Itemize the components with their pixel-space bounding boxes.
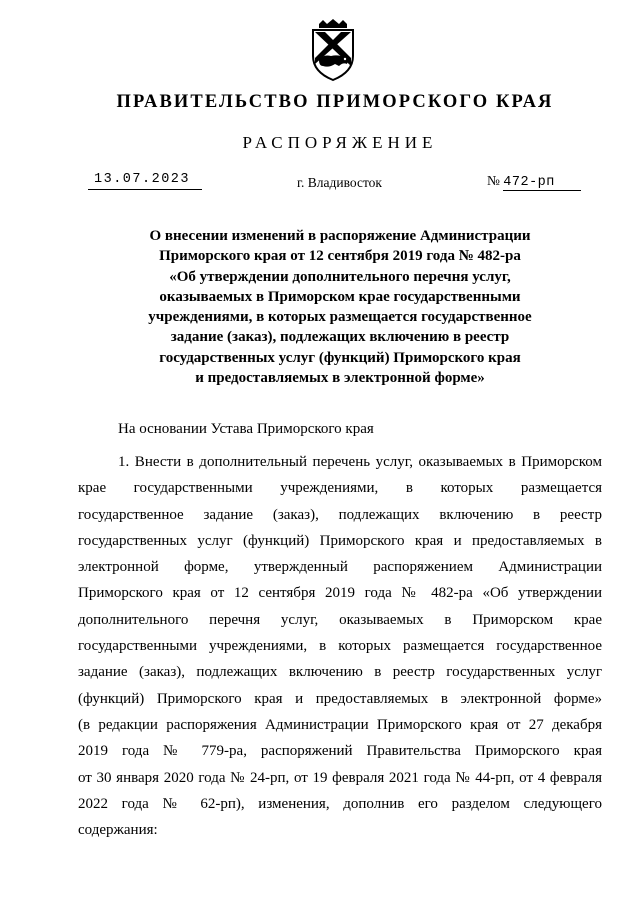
heading-line: задание (заказ), подлежащих включению в реестр: [170, 329, 510, 346]
paragraph-line: (функций) Приморского края и предоставляемых в электронной форме»: [78, 690, 602, 707]
paragraph-line: крае государственными учреждениями, в которых размещается: [78, 480, 602, 497]
number-value: 472-рп: [503, 175, 555, 190]
basis-statement: На основании Устава Приморского края: [118, 421, 374, 437]
primorsky-coat-of-arms-icon: [305, 18, 361, 82]
paragraph-line: содержания:: [78, 822, 158, 839]
paragraph-line: 2019 года № 779-ра, распоряжений Правительства Приморского края: [78, 743, 602, 760]
heading-line: О внесении изменений в распоряжение Администрации: [149, 228, 531, 244]
paragraph-line: государственное задание (заказ), подлежащих включению в реестр: [78, 506, 602, 523]
document-heading: [100, 226, 580, 388]
document-number: [487, 173, 555, 190]
heading-line: государственных услуг (функций) Приморского края: [159, 349, 521, 366]
document-type: РАСПОРЯЖЕНИЕ: [242, 133, 438, 152]
heading-line: учреждениями, в которых размещается государственное: [148, 309, 532, 326]
heading-line: оказываемых в Приморском крае государственными: [159, 288, 521, 305]
paragraph-line: электронной форме, утвержденный распоряжением Администрации: [78, 559, 602, 576]
document-date: 13.07.2023: [94, 172, 191, 187]
paragraph-line: государственных услуг (функций) Приморского края и предоставляемых в: [78, 532, 602, 549]
paragraph-line: 1. Внести в дополнительный перечень услуг, оказываемых в Приморском: [118, 454, 602, 470]
number-sign: №: [487, 173, 500, 188]
heading-line: «Об утверждении дополнительного перечня услуг,: [169, 268, 511, 285]
government-title: ПРАВИТЕЛЬСТВО ПРИМОРСКОГО КРАЯ: [116, 92, 554, 112]
paragraph-line: от 30 января 2020 года № 24-рп, от 19 февраля 2021 года № 44-рп, от 4 февраля: [78, 769, 602, 786]
heading-line: Приморского края от 12 сентября 2019 года № 482-ра: [159, 248, 521, 265]
number-underline: [503, 190, 581, 191]
paragraph-line: (в редакции распоряжения Администрации Приморского края от 27 декабря: [78, 716, 602, 733]
paragraph-line: задание (заказ), подлежащих включению в реестр государственных услуг: [78, 664, 602, 681]
document-city: г. Владивосток: [297, 175, 382, 190]
paragraph-line: 2022 года № 62-рп), изменения, дополнив его разделом следующего: [78, 795, 602, 812]
date-underline: [88, 189, 202, 190]
paragraph-line: государственными учреждениями, в которых размещается государственное: [78, 638, 602, 655]
heading-line: и предоставляемых в электронной форме»: [195, 370, 485, 387]
paragraph-line: Приморского края от 12 сентября 2019 года № 482-ра «Об утверждении: [78, 585, 602, 602]
paragraph-1: [78, 449, 602, 843]
paragraph-line: дополнительного перечня услуг, оказываемых в Приморском крае: [78, 611, 602, 628]
